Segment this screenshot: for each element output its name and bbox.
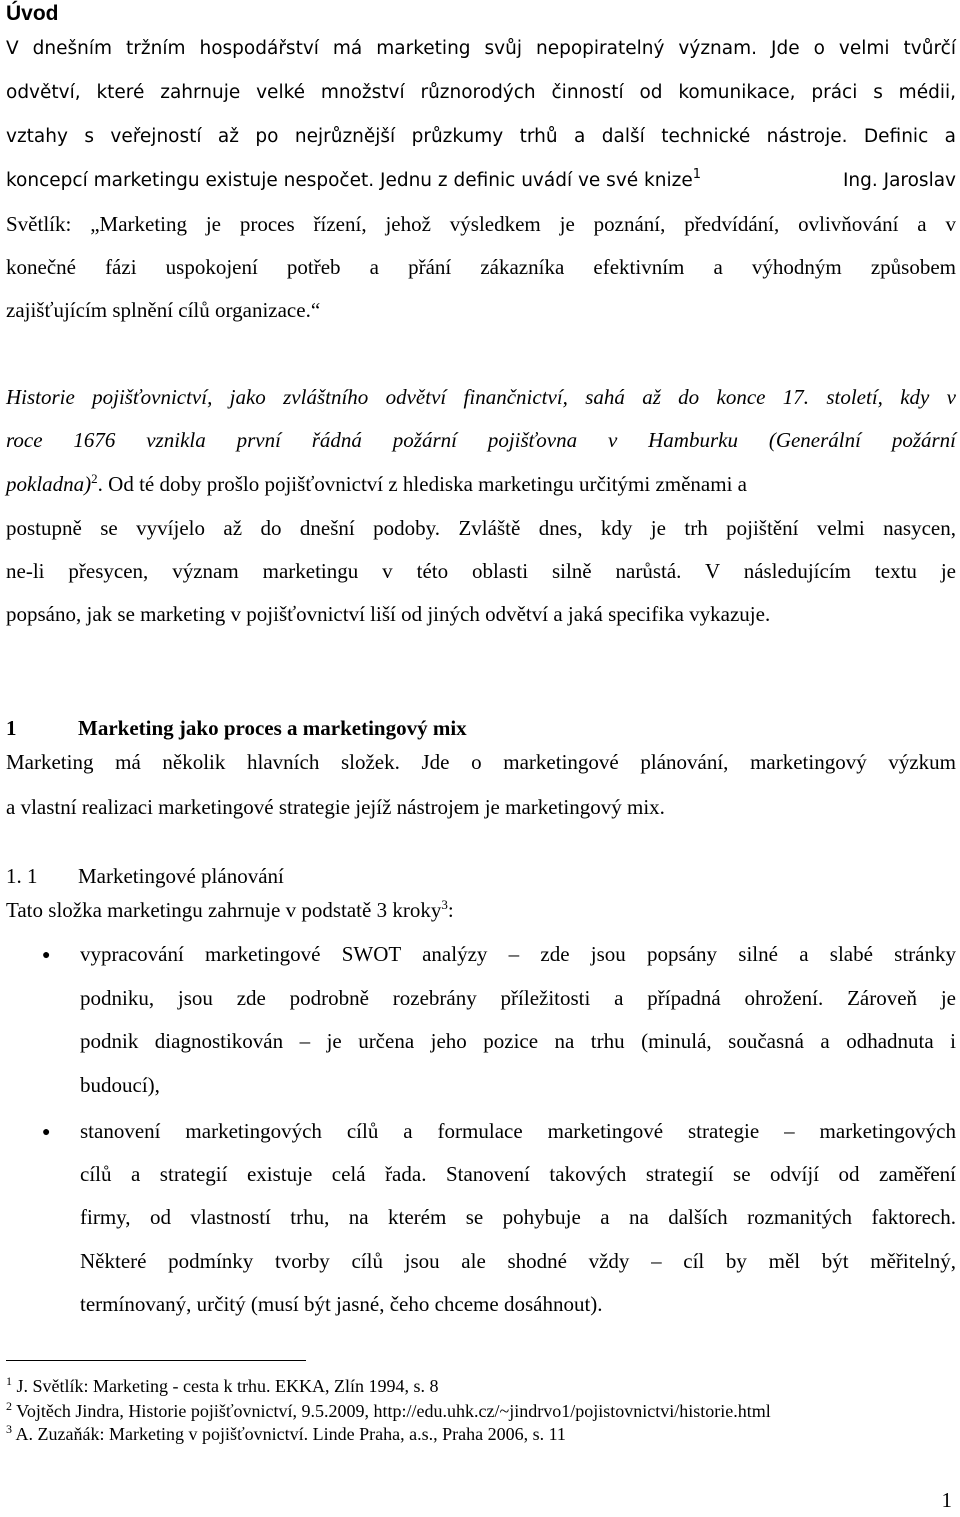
section-1-line-1: Marketing má několik hlavních složek. Jde o marketingové plánování, marketingový výzkum — [6, 750, 956, 774]
footnote-1-number: 1 — [6, 1374, 12, 1388]
intro-line-4-end: Ing. Jaroslav — [842, 170, 956, 191]
history-line-3 — [6, 472, 956, 497]
section-1-1-number: 1. 1 — [6, 864, 38, 888]
footnote-ref-3: 3 — [441, 897, 448, 912]
footnote-3-text: A. Zuzaňák: Marketing v pojišťovnictví. Linde Praha, a.s., Praha 2006, s. 11 — [12, 1424, 566, 1444]
footnote-ref-1: 1 — [692, 167, 701, 182]
bullet-2-line-3: firmy, od vlastností trhu, na kterém se pohybuje a na dalších rozmanitých faktorech. — [80, 1205, 956, 1229]
bullet-2-line-1: stanovení marketingových cílů a formulace marketingové strategie – marketingových — [80, 1119, 956, 1143]
bullet-2-line-5: termínovaný, určitý (musí být jasné, čeho chceme dosáhnout). — [80, 1292, 603, 1316]
bullet-2-line-2: cílů a strategií existuje celá řada. Stanovení takových strategií se odvíjí od zaměření — [80, 1162, 956, 1186]
footnote-separator — [6, 1360, 306, 1361]
history-line-1: Historie pojišťovnictví, jako zvláštního odvětví finančnictví, sahá až do konce 17. století, kdy v — [6, 385, 956, 409]
bullet-1-line-2: podniku, jsou zde podrobně rozebrány příležitosti a případná ohrožení. Zároveň je — [80, 986, 956, 1010]
history-line-5: ne-li přesycen, význam marketingu v této oblasti silně narůstá. V následujícím textu je — [6, 559, 956, 583]
bullet-1-line-1: vypracování marketingové SWOT analýzy – zde jsou popsány silné a slabé stránky — [80, 942, 956, 966]
intro-line-4 — [6, 167, 956, 191]
footnote-2 — [6, 1401, 771, 1422]
history-line-3-italic: pokladna) — [6, 472, 92, 496]
bullet-1-line-4: budoucí), — [80, 1073, 160, 1097]
quote-line-1: Světlík: „Marketing je proces řízení, jehož výsledkem je poznání, předvídání, ovlivňování a v — [6, 212, 956, 236]
intro-line-2: odvětví, které zahrnuje velké množství různorodých činností od komunikace, práci s médii, — [6, 82, 956, 103]
intro-line-3: vztahy s veřejností až po nejrůznější průzkumy trhů a další technické nástroje. Definic a — [6, 126, 956, 147]
section-1-number: 1 — [6, 716, 17, 740]
section-1-line-2: a vlastní realizaci marketingové strategie jejíž nástrojem je marketingový mix. — [6, 795, 665, 819]
bullet-icon: ● — [42, 1125, 51, 1140]
section-1-1-intro-end: : — [447, 898, 454, 922]
history-line-6: popsáno, jak se marketing v pojišťovnictví liší od jiných odvětví a jaká specifika vykazuje. — [6, 602, 771, 626]
bullet-2-line-4: Některé podmínky tvorby cílů jsou ale shodné vždy – cíl by měl být měřitelný, — [80, 1249, 956, 1273]
section-1-title: Marketing jako proces a marketingový mix — [78, 716, 467, 740]
section-1-1-intro — [6, 898, 454, 923]
footnote-3 — [6, 1424, 566, 1445]
bullet-icon: ● — [42, 948, 51, 963]
section-1-heading — [6, 716, 467, 741]
intro-heading: Úvod — [6, 2, 59, 25]
footnote-3-number: 3 — [6, 1422, 12, 1436]
intro-line-1: V dnešním tržním hospodářství má marketing svůj nepopiratelný význam. Jde o velmi tvůrčí — [6, 38, 956, 59]
bullet-1-line-3: podnik diagnostikován – je určena jeho pozice na trhu (minulá, současná a odhadnuta i — [80, 1029, 956, 1053]
footnote-ref-2: 2 — [91, 471, 98, 486]
history-line-4: postupně se vyvíjelo až do dnešní podoby. Zvláště dnes, kdy je trh pojištění velmi nasycen, — [6, 516, 956, 540]
footnote-2-text: Vojtěch Jindra, Historie pojišťovnictví, 9.5.2009, http://edu.uhk.cz/~jindrvo1/pojistovnictvi/historie.html — [12, 1401, 771, 1421]
quote-line-3: zajišťujícím splnění cílů organizace.“ — [6, 298, 321, 322]
section-1-1-title: Marketingové plánování — [78, 864, 284, 888]
footnote-2-number: 2 — [6, 1399, 12, 1413]
footnote-1-text: J. Světlík: Marketing - cesta k trhu. EKKA, Zlín 1994, s. 8 — [12, 1376, 439, 1396]
section-1-1-heading — [6, 864, 284, 889]
intro-line-4-text: koncepcí marketingu existuje nespočet. Jednu z definic uvádí ve své knize — [6, 170, 693, 191]
section-1-1-intro-text: Tato složka marketingu zahrnuje v podstatě 3 kroky — [6, 898, 442, 922]
page-number: 1 — [941, 1488, 952, 1512]
quote-line-2: konečné fázi uspokojení potřeb a přání zákazníka efektivním a výhodným způsobem — [6, 255, 956, 279]
history-line-3-rest: . Od té doby prošlo pojišťovnictví z hlediska marketingu určitými změnami a — [97, 472, 747, 496]
history-line-2: roce 1676 vznikla první řádná požární pojišťovna v Hamburku (Generální požární — [6, 428, 956, 452]
footnote-1 — [6, 1376, 438, 1397]
